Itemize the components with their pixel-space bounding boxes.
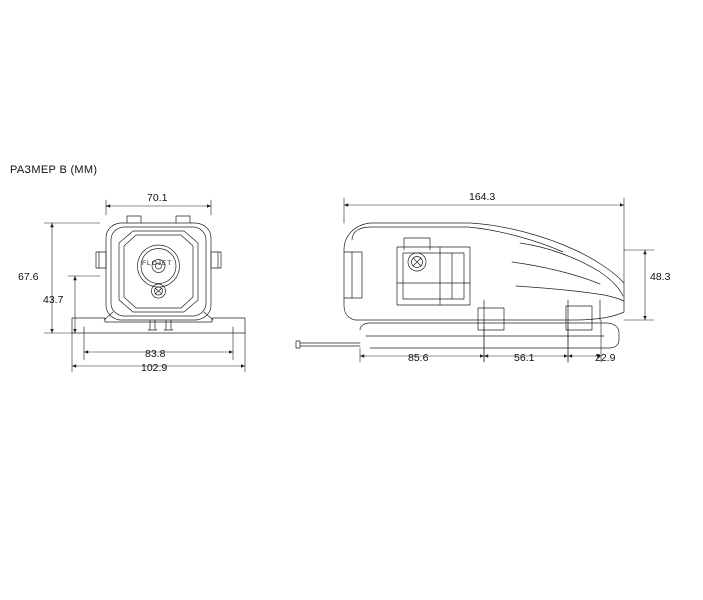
dimension-front-base-outer: 102.9 xyxy=(141,362,168,374)
dimension-front-width-top: 70.1 xyxy=(147,192,168,204)
dimension-side-seg-1: 85.6 xyxy=(408,352,429,364)
dimension-side-length-total: 164.3 xyxy=(469,191,496,203)
dimension-front-base-inner: 83.8 xyxy=(145,348,166,360)
dimension-side-seg-2: 56.1 xyxy=(514,352,535,364)
dimension-front-height-inner: 43.7 xyxy=(43,294,64,306)
dimension-front-height-outer: 67.6 xyxy=(18,271,39,283)
brand-label: FLOJET xyxy=(142,260,173,267)
front-view-dimensions xyxy=(44,200,245,372)
dimension-side-height: 48.3 xyxy=(650,271,671,283)
dimension-side-seg-3: 22.9 xyxy=(595,352,616,364)
side-view-dimensions xyxy=(344,198,654,362)
front-view-geometry xyxy=(72,216,245,333)
drawing-caption: РАЗМЕР В (ММ) xyxy=(10,164,98,176)
side-view-geometry xyxy=(296,223,624,348)
